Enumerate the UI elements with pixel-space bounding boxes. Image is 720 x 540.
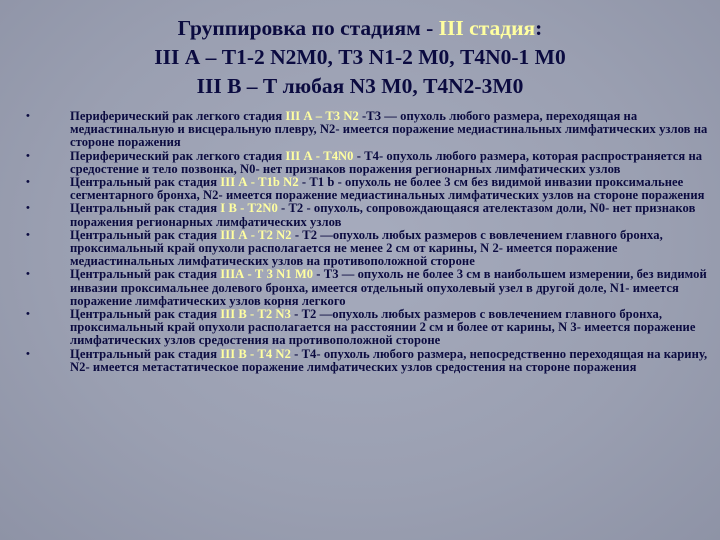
item-description: - Т3 — опухоль не более 3 см в наибольшем измерении, без видимой инвазии проксимальнее долевого бронха, имеется отдельный опухолевый узел в другой доле, N1- имеется поражение лимфатических узлов корня легкого (70, 267, 707, 308)
stage-highlight: III А - Т4N0 (285, 148, 354, 163)
title-line-1 (0, 14, 720, 43)
stage-highlight: III В - Т4 N2 (220, 346, 291, 361)
list-item (24, 176, 714, 202)
title-line-3: III В – Т любая N3 М0, Т4N2-3М0 (196, 74, 524, 98)
item-description: - Т2 —опухоль любых размеров с вовлечением главного бронха, проксимальный край опухоли располагается на расстоянии 2 см и более от карины, N 3- имеется поражение лимфатических узлов средостения на противоположной стороне (70, 307, 696, 348)
title-text: Группировка по стадиям - (177, 16, 439, 40)
bullet-icon: • (26, 110, 30, 122)
bullet-icon: • (26, 202, 30, 215)
item-text: Центральный рак стадия (70, 227, 221, 242)
list-item (24, 202, 714, 228)
bullet-icon: • (26, 347, 30, 360)
slide-title (0, 14, 720, 101)
list-item (24, 348, 714, 374)
list-item (24, 110, 714, 150)
title-highlight: III стадия (438, 16, 536, 40)
bullet-icon: • (26, 268, 30, 281)
stage-highlight: III А – Т3 N2 (285, 109, 363, 123)
item-text: Центральный рак стадия (70, 267, 221, 282)
item-text: Центральный рак стадия (70, 346, 221, 361)
item-description: - Т2 - опухоль, сопровождающаяся ателектазом доли, N0- нет признаков поражения регионарных лимфатических узлов (70, 201, 696, 229)
stage-highlight: III А - Т1b N2 (220, 175, 299, 190)
item-text: Центральный рак стадия (70, 201, 221, 216)
list-item (24, 268, 714, 308)
title-line-2: III А – Т1-2 N2M0, Т3 N1-2 М0, Т4N0-1 М0 (154, 45, 566, 69)
list-item (24, 229, 714, 269)
bullet-icon: • (26, 149, 30, 162)
stage-highlight: IIIА - Т 3 N1 М0 (220, 267, 314, 282)
item-description: - Т4- опухоль любого размера, непосредственно переходящая на карину, N2- имеется метастатическое поражение лимфатических узлов средостения на стороне поражения (70, 346, 708, 374)
stage-highlight: I В - Т2N0 (220, 201, 278, 216)
stage-highlight: III В - Т2 N3 (220, 307, 291, 322)
item-text: Периферический рак легкого стадия (70, 109, 286, 123)
item-text: Центральный рак стадия (70, 175, 221, 190)
bullet-icon: • (26, 308, 30, 321)
list-item (24, 150, 714, 176)
bullet-list (24, 110, 714, 374)
stage-highlight: III А - Т2 N2 (220, 227, 292, 242)
title-colon: : (535, 16, 543, 40)
item-description: - Т2 —опухоль любых размеров с вовлечением главного бронха, проксимальный край опухоли располагается не менее 2 см от карины, N 2- имеется поражение медиастинальных лимфатических узлов на противоположной стороне (70, 227, 663, 269)
item-description: - Т1 b - опухоль не более 3 см без видимой инвазии проксимальнее сегментарного бронха, N2- имеется поражение медиастинальных лимфатических узлов на стороне поражения (70, 175, 705, 203)
list-item (24, 308, 714, 348)
item-text: Центральный рак стадия (70, 307, 221, 322)
bullet-icon: • (26, 176, 30, 189)
bullet-icon: • (26, 228, 30, 241)
item-text: Периферический рак легкого стадия (70, 148, 286, 163)
item-description: - Т4- опухоль любого размера, которая распространяется на средостение и тело позвонка, N0- нет признаков поражения регионарных лимфатических узлов (70, 148, 703, 176)
item-description: -Т3 — опухоль любого размера, переходящая на медиастинальную и висцеральную плевру, N2- имеется поражение медиастинальных лимфатических узлов на стороне поражения (70, 109, 708, 150)
